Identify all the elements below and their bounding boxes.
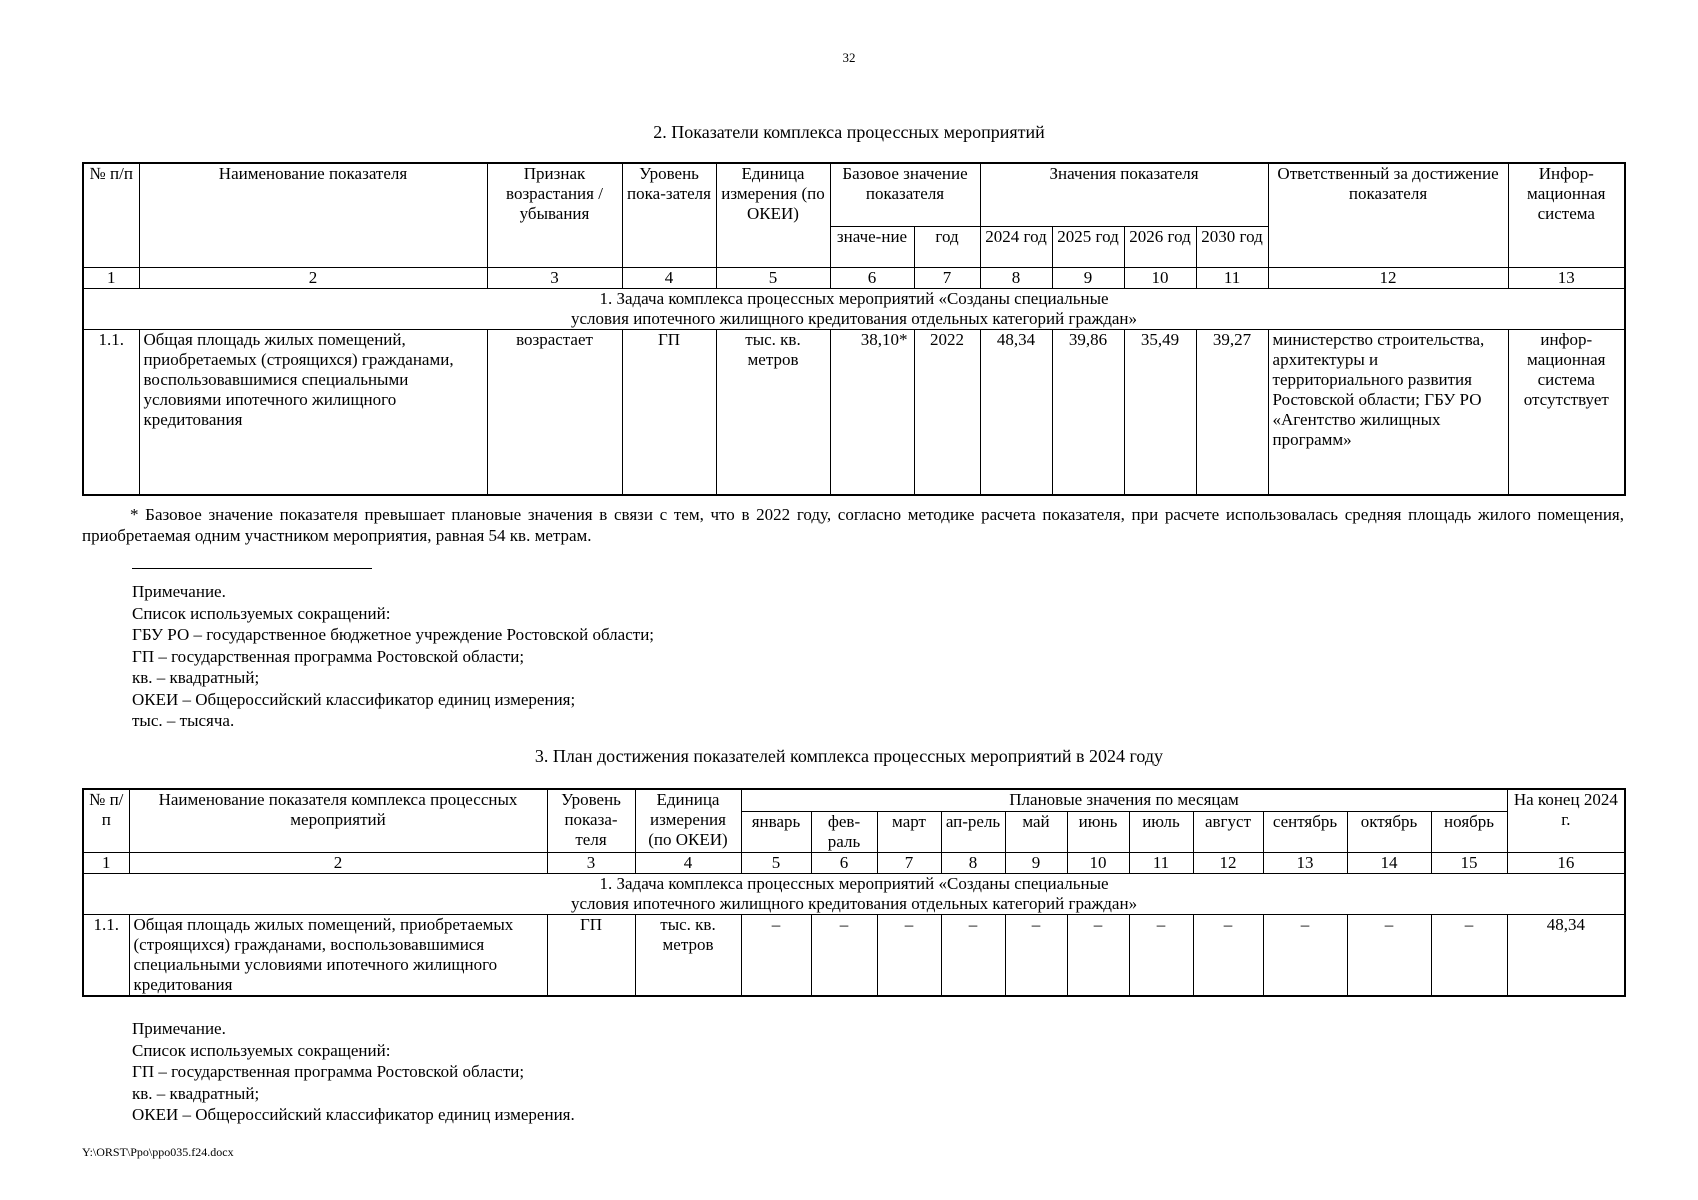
col-number: 8 — [980, 267, 1052, 288]
note-line: Список используемых сокращений: — [132, 603, 391, 623]
column-numbers-row — [83, 267, 1625, 288]
note-line: ОКЕИ – Общероссийский классификатор единиц измерения; — [132, 689, 576, 709]
col-number: 12 — [1268, 267, 1508, 288]
month-header: август — [1193, 811, 1263, 852]
col-number: 11 — [1129, 852, 1193, 873]
row-info: инфор-мационная система отсутствует — [1508, 329, 1625, 495]
col-number: 9 — [1005, 852, 1067, 873]
section-2-title: 2. Показатели комплекса процессных мероприятий — [653, 122, 1045, 142]
table-row — [83, 914, 1625, 996]
month-header: май — [1005, 811, 1067, 852]
note-block-2 — [132, 1018, 575, 1126]
col-number: 12 — [1193, 852, 1263, 873]
col-number: 1 — [83, 852, 129, 873]
header-level: Уровень пока-зателя — [622, 163, 716, 267]
page-number: 32 — [842, 50, 856, 65]
plan-table — [82, 788, 1626, 997]
header-2026: 2026 год — [1124, 226, 1196, 267]
section-3-title: 3. План достижения показателей комплекса процессных мероприятий в 2024 году — [534, 746, 1164, 766]
row-unit: тыс. кв. метров — [716, 329, 830, 495]
plan-month-value: – — [1067, 914, 1129, 996]
col-number: 8 — [941, 852, 1005, 873]
plan-row-num: 1.1. — [83, 914, 129, 996]
header-sign: Признак возрастания / убывания — [487, 163, 622, 267]
table-row — [83, 329, 1625, 495]
header-2024: 2024 год — [980, 226, 1052, 267]
row-value-2026: 35,49 — [1124, 329, 1196, 495]
row-base-value: 38,10* — [830, 329, 914, 495]
note-line: Список используемых сокращений: — [132, 1040, 391, 1060]
plan-month-value: – — [741, 914, 811, 996]
header-name: Наименование показателя — [139, 163, 487, 267]
header-base-value: значе-ние — [830, 226, 914, 267]
header-base-year: год — [914, 226, 980, 267]
row-num: 1.1. — [83, 329, 139, 495]
header-2030: 2030 год — [1196, 226, 1268, 267]
col-number: 9 — [1052, 267, 1124, 288]
month-header: ноябрь — [1431, 811, 1507, 852]
header-2025: 2025 год — [1052, 226, 1124, 267]
col-number: 3 — [487, 267, 622, 288]
col-number: 14 — [1347, 852, 1431, 873]
note-line: тыс. – тысяча. — [132, 711, 235, 730]
plan-month-value: – — [811, 914, 877, 996]
header-num: № п/п — [83, 163, 139, 267]
month-header: март — [877, 811, 941, 852]
footnote: * Базовое значение показателя превышает плановые значения в связи с тем, что в 2022 году, согласно методике расчета показателя, при расчете использовалась средняя площадь жилого помещения, приобретаемая одним участником мероприятия, равная 54 кв. метрам. — [82, 505, 1624, 545]
plan-month-value: – — [1193, 914, 1263, 996]
footnote-separator — [132, 568, 372, 569]
note-line: ГП – государственная программа Ростовской области; — [132, 1062, 525, 1081]
col-number: 6 — [811, 852, 877, 873]
plan-header-level: Уровень показа-теля — [547, 789, 635, 852]
plan-month-value: – — [941, 914, 1005, 996]
plan-row-level: ГП — [547, 914, 635, 996]
plan-month-value: – — [1005, 914, 1067, 996]
col-number: 2 — [129, 852, 547, 873]
plan-month-value: – — [1263, 914, 1347, 996]
note-line: ОКЕИ – Общероссийский классификатор единиц измерения. — [132, 1105, 575, 1124]
plan-header-name: Наименование показателя комплекса процессных мероприятий — [129, 789, 547, 852]
row-value-2024: 48,34 — [980, 329, 1052, 495]
plan-month-value: – — [1431, 914, 1507, 996]
col-number: 13 — [1263, 852, 1347, 873]
plan-header-end: На конец 2024 г. — [1507, 789, 1625, 852]
plan-row-end: 48,34 — [1507, 914, 1625, 996]
plan-header-num: № п/п — [83, 789, 129, 852]
row-level: ГП — [622, 329, 716, 495]
plan-task-row — [83, 873, 1625, 914]
plan-month-value: – — [1347, 914, 1431, 996]
col-number: 4 — [622, 267, 716, 288]
note-line: кв. – квадратный; — [132, 1083, 260, 1103]
note-line: Примечание. — [132, 582, 226, 601]
col-number: 1 — [83, 267, 139, 288]
header-base: Базовое значение показателя — [830, 163, 980, 226]
task-line-1: 1. Задача комплекса процессных мероприятий «Созданы специальные — [599, 288, 1109, 308]
header-unit: Единица измерения (по ОКЕИ) — [716, 163, 830, 267]
task-line-2: условия ипотечного жилищного кредитования отдельных категорий граждан» — [570, 308, 1138, 328]
col-number: 3 — [547, 852, 635, 873]
task-row — [83, 288, 1625, 329]
plan-month-value: – — [1129, 914, 1193, 996]
plan-header-planned: Плановые значения по месяцам — [741, 789, 1507, 811]
row-sign: возрастает — [487, 329, 622, 495]
note-line: ГП – государственная программа Ростовской области; — [132, 646, 525, 666]
row-value-2025: 39,86 — [1052, 329, 1124, 495]
col-number: 7 — [877, 852, 941, 873]
task-line-2: условия ипотечного жилищного кредитования отдельных категорий граждан» — [571, 893, 1138, 913]
file-path: Y:\ORST\Ppo\ppo035.f24.docx — [82, 1145, 234, 1159]
col-number: 15 — [1431, 852, 1507, 873]
header-responsible: Ответственный за достижение показателя — [1268, 163, 1508, 267]
note-line: кв. – квадратный; — [132, 668, 260, 687]
col-number: 10 — [1124, 267, 1196, 288]
month-header: июль — [1129, 811, 1193, 852]
month-header: октябрь — [1347, 811, 1431, 852]
note-line: ГБУ РО – государственное бюджетное учреждение Ростовской области; — [132, 625, 655, 644]
col-number: 13 — [1508, 267, 1625, 288]
col-number: 16 — [1507, 852, 1625, 873]
row-base-year: 2022 — [914, 329, 980, 495]
month-header: фев-раль — [811, 811, 877, 852]
col-number: 11 — [1196, 267, 1268, 288]
plan-row-unit: тыс. кв. метров — [635, 914, 741, 996]
header-values: Значения показателя — [980, 163, 1268, 226]
row-value-2030: 39,27 — [1196, 329, 1268, 495]
indicators-table — [82, 162, 1626, 496]
row-responsible: министерство строительства, архитектуры и территориального развития Ростовской области; ГБУ РО «Агентство жилищных программ» — [1268, 329, 1508, 495]
month-header: январь — [741, 811, 811, 852]
col-number: 10 — [1067, 852, 1129, 873]
col-number: 7 — [914, 267, 980, 288]
month-header: сентябрь — [1263, 811, 1347, 852]
col-number: 2 — [139, 267, 487, 288]
note-block-1 — [132, 581, 654, 732]
header-info: Инфор-мационная система — [1508, 163, 1625, 267]
plan-row-name: Общая площадь жилых помещений, приобретаемых (строящихся) гражданами, воспользовавшимися специальными условиями ипотечного жилищного кредитования — [129, 914, 547, 996]
col-number: 6 — [830, 267, 914, 288]
col-number: 5 — [741, 852, 811, 873]
row-name: Общая площадь жилых помещений, приобретаемых (строящихся) гражданами, воспользовавшимися специальными условиями ипотечного жилищного кредитования — [139, 329, 487, 495]
note-line: Примечание. — [132, 1019, 226, 1038]
col-number: 5 — [716, 267, 830, 288]
plan-header-unit: Единица измерения (по ОКЕИ) — [635, 789, 741, 852]
month-header: ап-рель — [941, 811, 1005, 852]
month-header: июнь — [1067, 811, 1129, 852]
plan-month-value: – — [877, 914, 941, 996]
task-line-1: 1. Задача комплекса процессных мероприятий «Созданы специальные — [599, 873, 1109, 893]
col-number: 4 — [635, 852, 741, 873]
plan-column-numbers-row — [83, 852, 1625, 873]
